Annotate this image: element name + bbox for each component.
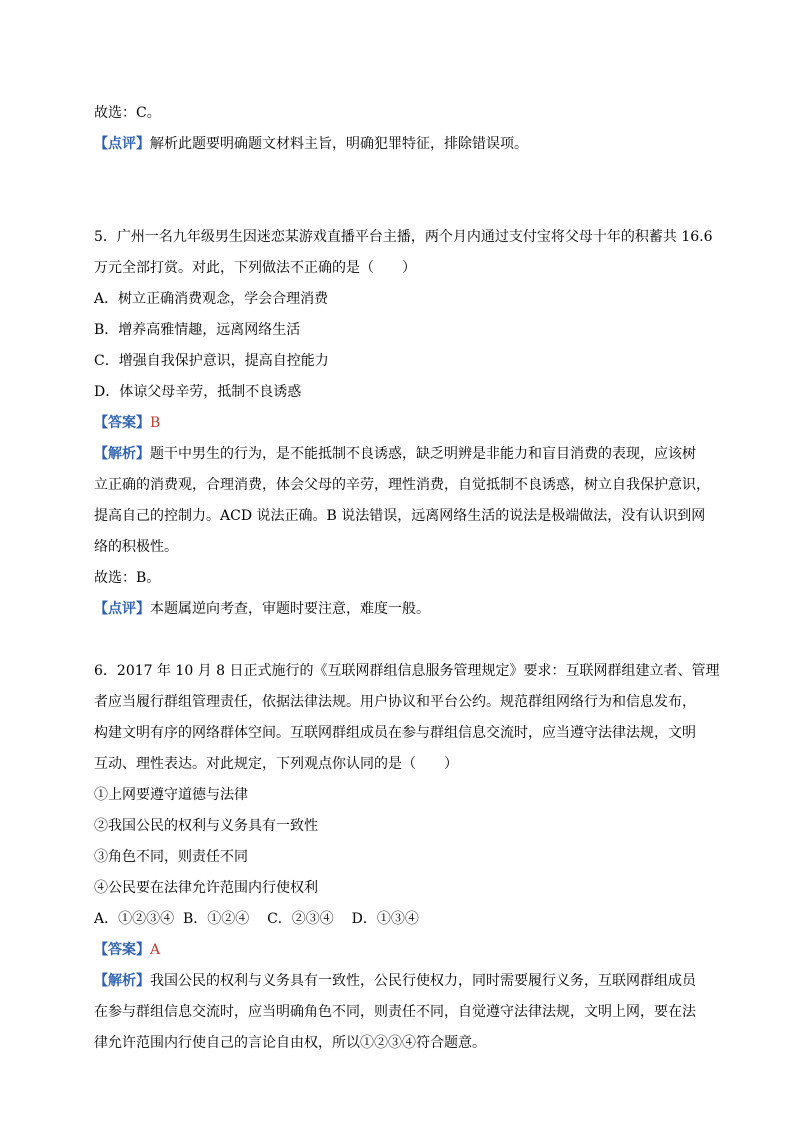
- question-5-option-b: B．增养高雅情趣，远离网络生活: [94, 322, 301, 338]
- question-5-analysis-line-2: 立正确的消费观，合理消费，体会父母的辛劳，理性消费，自觉抵制不良诱惑，树立自我保护意识，: [94, 477, 710, 493]
- comment-text: 解析此题要明确题文材料主旨，明确犯罪特征，排除错误项。: [150, 136, 528, 152]
- question-5-option-d: D．体谅父母辛劳，抵制不良诱惑: [94, 384, 302, 400]
- question-5-option-a: A．树立正确消费观念，学会合理消费: [94, 291, 329, 307]
- comment-line: [94, 133, 528, 153]
- question-6-analysis-line-3: 律允许范围内行使自己的言论自由权，所以①②③④符合题意。: [94, 1035, 486, 1051]
- question-6-stem-line-1: 6．2017 年 10 月 8 日正式施行的《互联网群组信息服务管理规定》要求：互联网群组建立者、管理: [94, 663, 720, 679]
- answer-value: B: [150, 415, 161, 431]
- question-6-statement-3: ③角色不同，则责任不同: [94, 849, 248, 865]
- analysis-text: 题干中男生的行为，是不能抵制不良诱惑，缺乏明辨是非能力和盲目消费的表现，应该树: [150, 446, 696, 462]
- question-6-options: A．①②③④ B．①②④ C．②③④ D．①③④: [94, 911, 419, 927]
- conclusion-line: 故选：C。: [94, 105, 161, 121]
- question-6-statement-2: ②我国公民的权利与义务具有一致性: [94, 818, 318, 834]
- comment-text: 本题属逆向考查，审题时要注意，难度一般。: [150, 601, 430, 617]
- question-6-statement-1: ①上网要遵守道德与法律: [94, 787, 248, 803]
- answer-tag: 【答案】: [94, 415, 150, 431]
- analysis-text: 我国公民的权利与义务具有一致性，公民行使权力，同时需要履行义务，互联网群组成员: [150, 973, 696, 989]
- analysis-tag: 【解析】: [94, 973, 150, 989]
- question-6-analysis-line-1: [94, 970, 696, 990]
- question-6-stem-line-3: 构建文明有序的网络群体空间。互联网群组成员在参与群组信息交流时，应当遵守法律法规，文明: [94, 725, 696, 741]
- question-6-stem-line-2: 者应当履行群组管理责任，依据法律法规。用户协议和平台公约。规范群组网络行为和信息发布，: [94, 694, 696, 710]
- question-5-conclusion: 故选：B。: [94, 570, 161, 586]
- comment-tag: 【点评】: [94, 601, 150, 617]
- question-5-stem-line-2: 万元全部打赏。对此，下列做法不正确的是（ ）: [94, 260, 416, 276]
- question-5-answer: [94, 412, 160, 432]
- question-5-analysis-line-1: [94, 443, 696, 463]
- question-5-stem-line-1: 5．广州一名九年级男生因迷恋某游戏直播平台主播，两个月内通过支付宝将父母十年的积蓄共 16.6: [94, 229, 713, 245]
- question-5-analysis-line-3: 提高自己的控制力。ACD 说法正确。B 说法错误，远离网络生活的说法是极端做法，没有认识到网: [94, 508, 706, 524]
- question-6-stem-line-4: 互动、理性表达。对此规定，下列观点你认同的是（ ）: [94, 756, 458, 772]
- question-6-answer: [94, 939, 160, 959]
- question-5-analysis-line-4: 络的积极性。: [94, 539, 178, 555]
- question-5-comment: [94, 598, 430, 618]
- answer-tag: 【答案】: [94, 942, 150, 958]
- question-6-statement-4: ④公民要在法律允许范围内行使权利: [94, 880, 318, 896]
- question-6-analysis-line-2: 在参与群组信息交流时，应当明确角色不同，则责任不同，自觉遵守法律法规，文明上网，要在法: [94, 1004, 696, 1020]
- comment-tag: 【点评】: [94, 136, 150, 152]
- analysis-tag: 【解析】: [94, 446, 150, 462]
- answer-value: A: [150, 942, 161, 958]
- question-5-option-c: C．增强自我保护意识，提高自控能力: [94, 353, 329, 369]
